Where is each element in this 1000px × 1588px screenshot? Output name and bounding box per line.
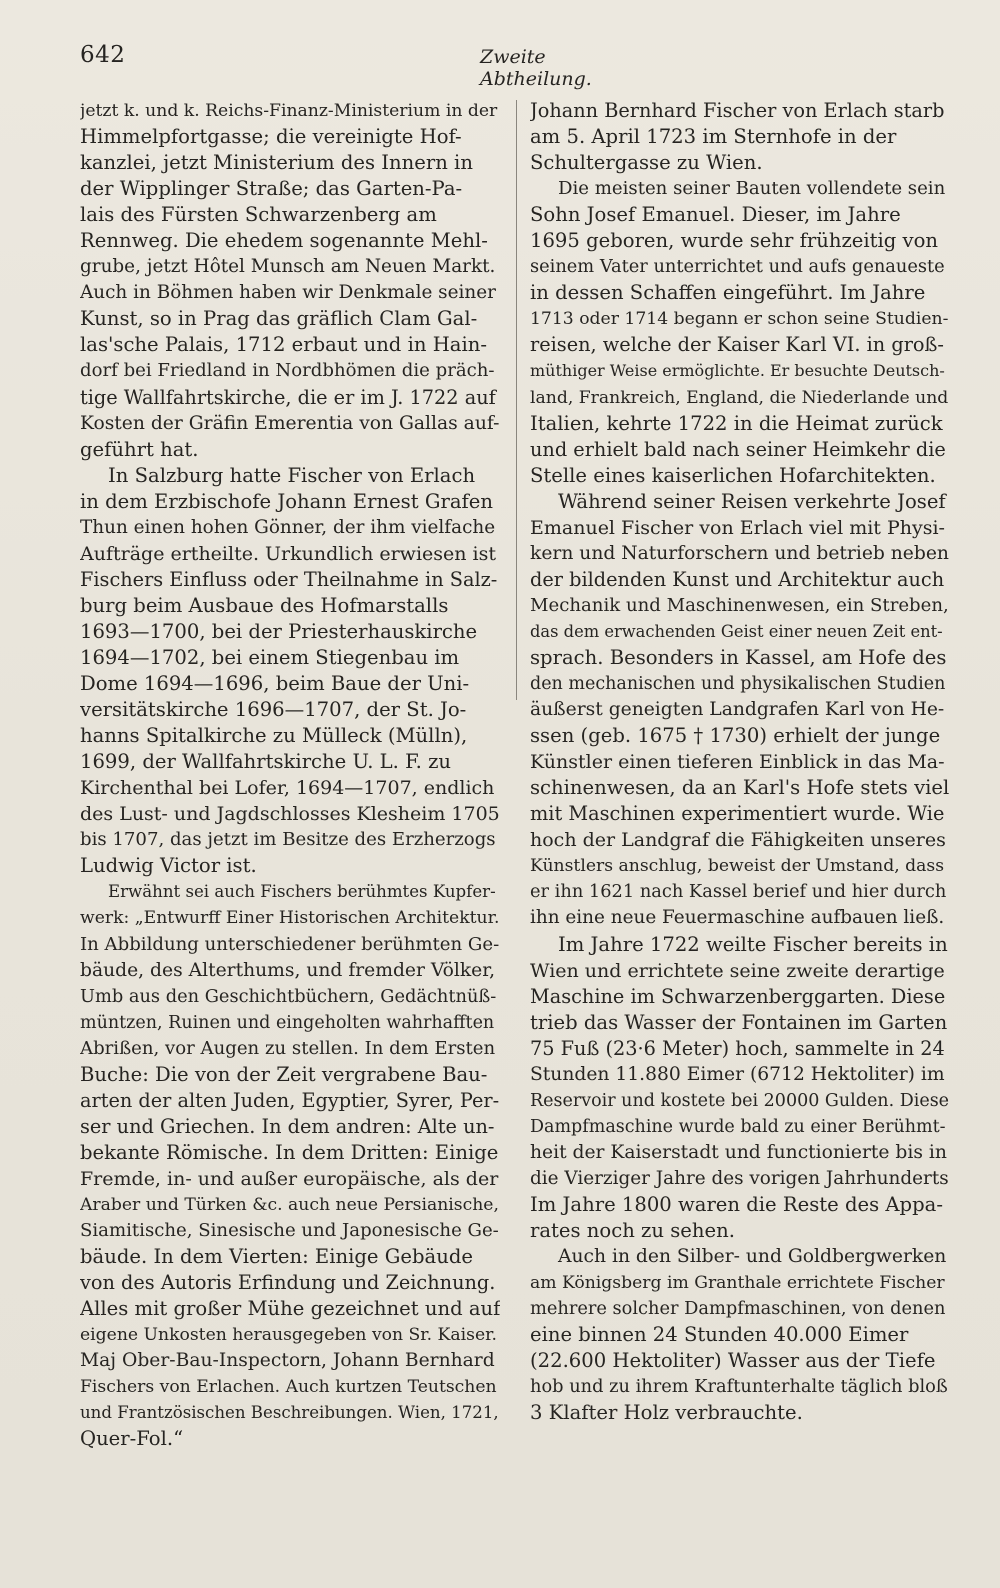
text-line: Himmelpfortgasse; die vereinigte Hof- [80, 125, 462, 149]
text-line: müthiger Weise ermöglichte. Er besuchte Deutsch- [530, 361, 945, 381]
text-line: Johann Bernhard Fischer von Erlach starb [530, 99, 945, 122]
text-line: lais des Fürsten Schwarzenberg am [80, 203, 437, 227]
text-line: schinenwesen, da an Karl's Hofe stets viel [530, 776, 950, 800]
text-line: den mechanischen und physikalischen Studien [530, 674, 946, 695]
text-line: jetzt k. und k. Reichs-Finanz-Ministerium in der [80, 101, 498, 121]
text-line: versitätskirche 1696—1707, der St. Jo- [80, 698, 467, 722]
running-head: Zweite Abtheilung. [480, 46, 592, 90]
text-line: eigene Unkosten herausgegeben von Sr. Kaiser. [80, 1325, 497, 1346]
text-line: Künstlers anschlug, beweist der Umstand, dass [530, 856, 945, 877]
text-line: Mechanik und Maschinenwesen, ein Streben, [530, 594, 949, 616]
text-line: die Vierziger Jahre des vorigen Jahrhunderts [530, 1167, 949, 1189]
text-line: rates noch zu sehen. [530, 1219, 735, 1243]
text-line: Italien, kehrte 1722 in die Heimat zurück [530, 411, 943, 435]
text-line: Araber und Türken &c. auch neue Persianische, [80, 1194, 499, 1215]
text-line: Kosten der Gräfin Emerentia von Gallas auf- [80, 412, 500, 434]
text-line: tige Wallfahrtskirche, die er im J. 1722 auf [80, 385, 496, 409]
text-line: in dessen Schaffen eingeführt. Im Jahre [530, 281, 926, 305]
text-line: mehrere solcher Dampfmaschinen, von denen [530, 1298, 946, 1320]
text-line: Abrißen, vor Augen zu stellen. In dem Ersten [80, 1037, 496, 1059]
text-line: das dem erwachenden Geist einer neuen Zeit ent- [530, 621, 943, 641]
text-line: Stunden 11.880 Eimer (6712 Hektoliter) im [530, 1063, 945, 1085]
text-line: des Lust- und Jagdschlosses Klesheim 1705 [80, 803, 500, 826]
text-line: eine binnen 24 Stunden 40.000 Eimer [530, 1323, 909, 1347]
right-column [530, 98, 950, 1426]
text-line: Wien und errichtete seine zweite derartige [530, 959, 945, 982]
text-line: 75 Fuß (23·6 Meter) hoch, sammelte in 24 [530, 1036, 945, 1060]
text-line: In Salzburg hatte Fischer von Erlach [108, 463, 476, 487]
text-line: burg beim Ausbaue des Hofmarstalls [80, 593, 449, 617]
text-line: bäude. In dem Vierten: Einige Gebäude [80, 1245, 473, 1269]
text-line: arten der alten Juden, Egyptier, Syrer, Per- [80, 1088, 500, 1112]
text-line: er ihn 1621 nach Kassel berief und hier durch [530, 881, 947, 903]
text-line: ssen (geb. 1675 † 1730) erhielt der junge [530, 724, 941, 748]
text-line: Buche: Die von der Zeit vergrabene Bau- [80, 1062, 488, 1086]
text-line: trieb das Wasser der Fontainen im Garten [530, 1010, 948, 1034]
text-line: Während seiner Reisen verkehrte Josef [558, 489, 946, 513]
text-line: Emanuel Fischer von Erlach viel mit Physi- [530, 516, 945, 539]
text-line: Künstler einen tieferen Einblick in das Ma- [530, 751, 945, 774]
text-line: der bildenden Kunst und Architektur auch [530, 567, 945, 591]
text-line: am 5. April 1723 im Sternhofe in der [530, 125, 897, 149]
text-line: Erwähnt sei auch Fischers berühmtes Kupfer- [108, 882, 496, 902]
text-line: heit der Kaiserstadt und functionierte bis in [530, 1141, 947, 1163]
text-line: bis 1707, das jetzt im Besitze des Erzherzogs [80, 829, 496, 851]
text-line: am Königsberg im Granthale errichtete Fischer [530, 1273, 945, 1294]
text-line: werk: „Entwurff Einer Historischen Architektur. [80, 908, 500, 929]
text-line: 1694—1702, bei einem Stiegenbau im [80, 645, 460, 669]
text-line: 1699, der Wallfahrtskirche U. L. F. zu [80, 750, 452, 774]
text-line: (22.600 Hektoliter) Wasser aus der Tiefe [530, 1349, 936, 1373]
text-line: bekante Römische. In dem Dritten: Einige [80, 1140, 499, 1164]
text-line: land, Frankreich, England, die Niederlande und [530, 387, 949, 408]
text-line: Die meisten seiner Bauten vollendete sein [558, 178, 946, 200]
left-column [80, 98, 500, 1452]
column-divider [516, 100, 517, 700]
page-header [80, 42, 622, 90]
text-line: Thun einen hohen Gönner, der ihm vielfache [80, 516, 496, 538]
text-line: Siamitische, Sinesische und Japonesische Ge- [80, 1220, 499, 1242]
text-line: und Frantzösischen Beschreibungen. Wien, 1721, [80, 1403, 499, 1423]
text-line: in dem Erzbischofe Johann Ernest Grafen [80, 489, 494, 513]
text-line: Maj Ober-Bau-Inspectorn, Johann Bernhard [80, 1350, 495, 1372]
text-line: und erhielt bald nach seiner Heimkehr die [530, 437, 946, 461]
text-line: ihn eine neue Feuermaschine aufbauen ließ. [530, 907, 945, 929]
page-number: 642 [80, 42, 126, 68]
text-line: geführt hat. [80, 437, 199, 461]
text-line: Alles mit großer Mühe gezeichnet und auf [80, 1297, 500, 1321]
text-line: Rennweg. Die ehedem sogenannte Mehl- [80, 229, 488, 253]
text-line: müntzen, Ruinen und eingeholten wahrhafften [80, 1012, 495, 1033]
text-line: hob und zu ihrem Kraftunterhalte täglich bloß [530, 1376, 948, 1398]
text-line: Reservoir und kostete bei 20000 Gulden. Diese [530, 1090, 950, 1111]
text-line: Maschine im Schwarzenberggarten. Diese [530, 984, 946, 1008]
text-line: reisen, welche der Kaiser Karl VI. in groß- [530, 333, 944, 357]
text-line: der Wipplinger Straße; das Garten-Pa- [80, 177, 463, 201]
text-line: Aufträge ertheilte. Urkundlich erwiesen ist [80, 542, 496, 565]
text-line: Im Jahre 1800 waren die Reste des Appa- [530, 1192, 943, 1216]
text-line: seinem Vater unterrichtet und aufs genaueste [530, 256, 945, 278]
text-line: grube, jetzt Hôtel Munsch am Neuen Markt. [80, 256, 496, 278]
text-line: Im Jahre 1722 weilte Fischer bereits in [558, 932, 948, 956]
text-line: mit Maschinen experimentiert wurde. Wie [530, 802, 945, 826]
text-line: 1713 oder 1714 begann er schon seine Studien- [530, 309, 949, 330]
text-line: Auch in den Silber- und Goldbergwerken [558, 1246, 947, 1268]
text-line: hoch der Landgraf die Fähigkeiten unseres [530, 829, 946, 852]
text-line: Schultergasse zu Wien. [530, 151, 763, 175]
text-line: las'sche Palais, 1712 erbaut und in Hain- [80, 333, 487, 357]
text-line: Auch in Böhmen haben wir Denkmale seiner [80, 282, 496, 304]
text-line: äußerst geneigten Landgrafen Karl von He- [530, 699, 945, 721]
text-line: Stelle eines kaiserlichen Hofarchitekten. [530, 463, 936, 487]
text-line: kanzlei, jetzt Ministerium des Innern in [80, 151, 473, 175]
text-line: bäude, des Alterthums, und fremder Völker, [80, 959, 496, 981]
text-line: Sohn Josef Emanuel. Dieser, im Jahre [530, 203, 901, 227]
text-line: sprach. Besonders in Kassel, am Hofe des [530, 645, 947, 669]
text-line: Fischers von Erlachen. Auch kurtzen Teutschen [80, 1377, 497, 1398]
text-line: Kirchenthal bei Lofer, 1694—1707, endlich [80, 777, 495, 800]
text-line: ser und Griechen. In dem andren: Alte un- [80, 1114, 495, 1138]
text-line: Umb aus den Geschichtbüchern, Gedächtnüß- [80, 985, 497, 1007]
text-line: kern und Naturforschern und betrieb neben [530, 542, 949, 564]
text-line: Fremde, in- und außer europäische, als der [80, 1167, 499, 1190]
text-line: Dome 1694—1696, beim Baue der Uni- [80, 672, 470, 696]
text-line: Ludwig Victor ist. [80, 854, 257, 878]
text-line: 1695 geboren, wurde sehr frühzeitig von [530, 229, 939, 253]
text-line: Quer-Fol.“ [80, 1427, 184, 1451]
text-line: Dampfmaschine wurde bald zu einer Berühmt- [530, 1116, 946, 1137]
text-line: dorf bei Friedland in Nordbhömen die präch- [80, 360, 495, 382]
text-line: 3 Klafter Holz verbrauchte. [530, 1401, 803, 1425]
text-line: Kunst, so in Prag das gräflich Clam Gal- [80, 307, 478, 331]
text-line: 1693—1700, bei der Priesterhauskirche [80, 619, 478, 643]
text-line: In Abbildung unterschiedener berühmten Ge- [80, 933, 500, 955]
text-line: von des Autoris Erfindung und Zeichnung. [80, 1271, 496, 1295]
text-line: Fischers Einfluss oder Theilnahme in Salz- [80, 567, 498, 591]
text-line: hanns Spitalkirche zu Mülleck (Mülln), [80, 724, 468, 748]
